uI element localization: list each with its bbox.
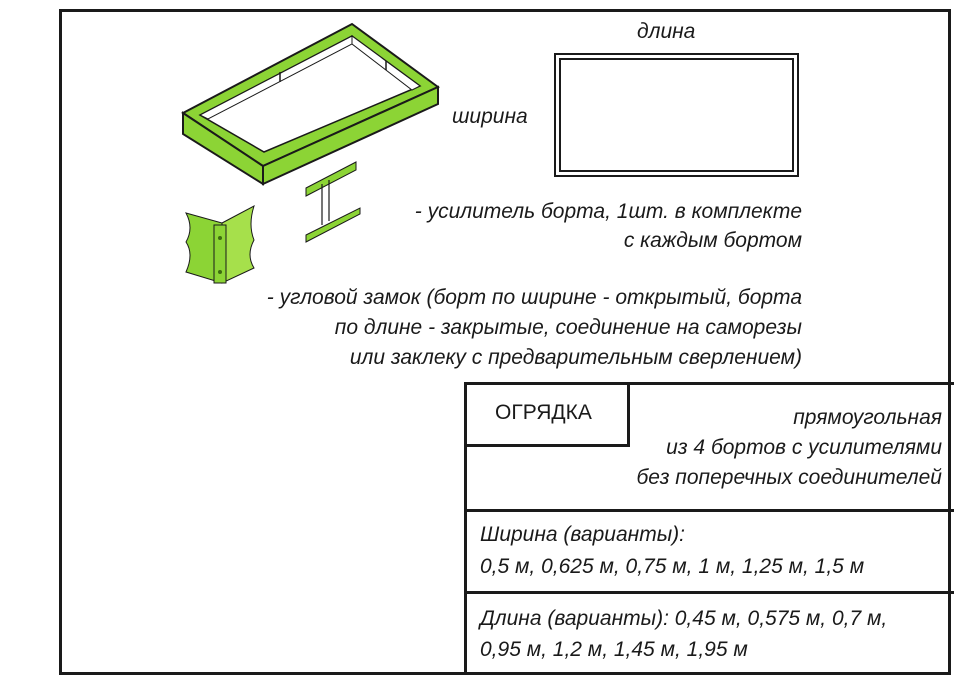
reinforcer-desc-line-1: - усилитель борта, 1шт. в комплекте [414,200,802,223]
reinforcer-desc-line-2: с каждым бортом [623,229,802,252]
width-heading: Ширина (варианты): [480,523,685,546]
table-desc-line-3: без поперечных соединителей [636,466,942,489]
corner-desc-line-2: по длине - закрытые, соединение на саморезы [334,316,802,339]
table-divider-2 [464,591,954,594]
table-desc-line-2: из 4 бортов с усилителями [666,436,942,459]
table-divider-1 [464,509,954,512]
corner-desc-line-1: - угловой замок (борт по ширине - открытый, борта [266,286,802,309]
table-title: ОГРЯДКА [495,401,592,424]
table-desc-line-1: прямоугольная [793,406,942,429]
length-values-line-2: 0,95 м, 1,2 м, 1,45 м, 1,95 м [480,638,748,661]
length-values-line-1: Длина (варианты): 0,45 м, 0,575 м, 0,7 м, [480,607,888,630]
width-label: ширина [452,105,528,128]
length-label: длина [637,20,696,43]
width-values: 0,5 м, 0,625 м, 0,75 м, 1 м, 1,25 м, 1,5 м [480,555,865,578]
corner-desc-line-3: или заклеку с предварительным сверлением) [349,346,802,369]
